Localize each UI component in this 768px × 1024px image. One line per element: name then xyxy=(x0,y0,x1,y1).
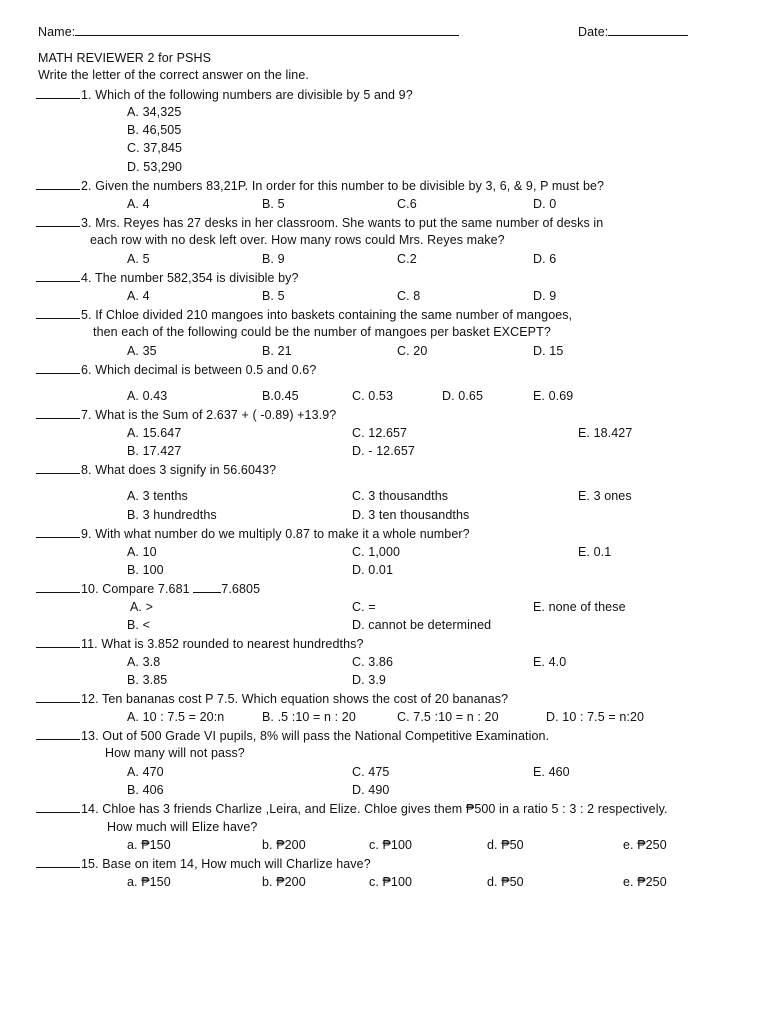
question-7 xyxy=(36,406,336,423)
answer-blank-9[interactable] xyxy=(36,525,80,538)
date-label: Date: xyxy=(578,25,609,39)
name-label: Name: xyxy=(38,25,76,39)
answer-blank-3[interactable] xyxy=(36,214,80,227)
q14-option-a: a. ₱150 xyxy=(127,838,171,852)
answer-blank-12[interactable] xyxy=(36,690,80,703)
answer-blank-7[interactable] xyxy=(36,406,80,419)
q6-option-e: E. 0.69 xyxy=(533,389,574,403)
q14-option-d: d. ₱50 xyxy=(487,838,524,852)
question-3-text: 3. Mrs. Reyes has 27 desks in her classroom. She wants to put the same number of desks in xyxy=(81,216,604,230)
q3-option-d: D. 6 xyxy=(533,252,557,266)
question-10 xyxy=(36,580,260,597)
q10-option-d: D. cannot be determined xyxy=(352,618,492,632)
q9-option-d: D. 0.01 xyxy=(352,563,394,577)
answer-blank-4[interactable] xyxy=(36,269,80,282)
q14-option-c: c. ₱100 xyxy=(369,838,413,852)
question-7-text: 7. What is the Sum of 2.637 + ( -0.89) +13.9? xyxy=(81,408,337,422)
q5-option-c: C. 20 xyxy=(397,344,428,358)
question-12-text: 12. Ten bananas cost P 7.5. Which equation shows the cost of 20 bananas? xyxy=(81,692,509,706)
question-5-text: 5. If Chloe divided 210 mangoes into baskets containing the same number of mangoes, xyxy=(81,308,573,322)
question-5-text-line-2: then each of the following could be the number of mangoes per basket EXCEPT? xyxy=(93,325,551,339)
q6-option-b: B.0.45 xyxy=(262,389,299,403)
q15-option-d: d. ₱50 xyxy=(487,875,524,889)
q1-option-c: C. 37,845 xyxy=(127,141,183,155)
name-field xyxy=(38,23,459,40)
q12-option-b: B. .5 :10 = n : 20 xyxy=(262,710,356,724)
question-10-text: 10. Compare 7.681 xyxy=(81,582,194,596)
question-8-text: 8. What does 3 signify in 56.6043? xyxy=(81,463,277,477)
q14-option-b: b. ₱200 xyxy=(262,838,306,852)
q15-option-c: c. ₱100 xyxy=(369,875,413,889)
q15-option-e: e. ₱250 xyxy=(623,875,667,889)
q13-option-d: D. 490 xyxy=(352,783,390,797)
answer-blank-1[interactable] xyxy=(36,86,80,99)
question-13-text: 13. Out of 500 Grade VI pupils, 8% will pass the National Competitive Examination. xyxy=(81,729,550,743)
q7-option-c: C. 12.657 xyxy=(352,426,408,440)
question-11-text: 11. What is 3.852 rounded to nearest hundredths? xyxy=(81,637,364,651)
q6-option-a: A. 0.43 xyxy=(127,389,168,403)
q9-option-e: E. 0.1 xyxy=(578,545,612,559)
q13-option-b: B. 406 xyxy=(127,783,164,797)
question-4 xyxy=(36,269,299,286)
q13-option-a: A. 470 xyxy=(127,765,164,779)
q11-option-c: C. 3.86 xyxy=(352,655,394,669)
q10-option-b: B. < xyxy=(127,618,150,632)
q5-option-a: A. 35 xyxy=(127,344,157,358)
question-14-text: 14. Chloe has 3 friends Charlize ,Leira, and Elize. Chloe gives them ₱500 in a ratio 5 : 3 : 2 respectively. xyxy=(81,802,668,816)
q5-option-b: B. 21 xyxy=(262,344,292,358)
q9-option-c: C. 1,000 xyxy=(352,545,401,559)
q4-option-d: D. 9 xyxy=(533,289,557,303)
q14-option-e: e. ₱250 xyxy=(623,838,667,852)
answer-blank-8[interactable] xyxy=(36,461,80,474)
answer-blank-11[interactable] xyxy=(36,635,80,648)
q7-option-e: E. 18.427 xyxy=(578,426,633,440)
question-14 xyxy=(36,800,668,817)
q5-option-d: D. 15 xyxy=(533,344,564,358)
q1-option-a: A. 34,325 xyxy=(127,105,182,119)
question-4-text: 4. The number 582,354 is divisible by? xyxy=(81,271,299,285)
answer-blank-5[interactable] xyxy=(36,306,80,319)
q15-option-b: b. ₱200 xyxy=(262,875,306,889)
question-15 xyxy=(36,855,371,872)
q8-option-b: B. 3 hundredths xyxy=(127,508,217,522)
q7-option-a: A. 15.647 xyxy=(127,426,182,440)
q2-option-a: A. 4 xyxy=(127,197,150,211)
question-11 xyxy=(36,635,364,652)
q3-option-c: C.2 xyxy=(397,252,417,266)
q11-option-a: A. 3.8 xyxy=(127,655,161,669)
q10-option-e: E. none of these xyxy=(533,600,626,614)
answer-blank-15[interactable] xyxy=(36,855,80,868)
question-6-text: 6. Which decimal is between 0.5 and 0.6? xyxy=(81,363,317,377)
question-14-text-line-2: How much will Elize have? xyxy=(107,820,258,834)
q11-option-e: E. 4.0 xyxy=(533,655,567,669)
question-9 xyxy=(36,525,470,542)
question-12 xyxy=(36,690,508,707)
q4-option-b: B. 5 xyxy=(262,289,285,303)
q2-option-c: C.6 xyxy=(397,197,417,211)
question-2 xyxy=(36,177,604,194)
q13-option-c: C. 475 xyxy=(352,765,390,779)
answer-blank-14[interactable] xyxy=(36,800,80,813)
q3-option-b: B. 9 xyxy=(262,252,285,266)
date-blank-line[interactable] xyxy=(608,23,688,36)
name-blank-line[interactable] xyxy=(75,23,459,36)
page-title: MATH REVIEWER 2 for PSHS xyxy=(38,51,212,65)
q10-option-a: A. > xyxy=(130,600,153,614)
question-2-text: 2. Given the numbers 83,21P. In order for this number to be divisible by 3, 6, & 9, P must be? xyxy=(81,179,605,193)
answer-blank-6[interactable] xyxy=(36,361,80,374)
answer-blank-2[interactable] xyxy=(36,177,80,190)
q8-option-e: E. 3 ones xyxy=(578,489,632,503)
compare-blank[interactable] xyxy=(193,580,221,593)
q1-option-d: D. 53,290 xyxy=(127,160,183,174)
q6-option-c: C. 0.53 xyxy=(352,389,394,403)
q8-option-a: A. 3 tenths xyxy=(127,489,188,503)
date-field xyxy=(578,23,688,40)
q1-option-b: B. 46,505 xyxy=(127,123,182,137)
question-13 xyxy=(36,727,549,744)
q13-option-e: E. 460 xyxy=(533,765,570,779)
question-15-text: 15. Base on item 14, How much will Charlize have? xyxy=(81,857,371,871)
q8-option-c: C. 3 thousandths xyxy=(352,489,449,503)
q7-option-d: D. - 12.657 xyxy=(352,444,415,458)
q7-option-b: B. 17.427 xyxy=(127,444,182,458)
question-3 xyxy=(36,214,603,231)
instructions: Write the letter of the correct answer on the line. xyxy=(38,68,309,82)
q12-option-d: D. 10 : 7.5 = n:20 xyxy=(546,710,645,724)
answer-blank-13[interactable] xyxy=(36,727,80,740)
question-1 xyxy=(36,86,413,103)
q4-option-a: A. 4 xyxy=(127,289,150,303)
q9-option-a: A. 10 xyxy=(127,545,157,559)
q2-option-b: B. 5 xyxy=(262,197,285,211)
q8-option-d: D. 3 ten thousandths xyxy=(352,508,470,522)
q4-option-c: C. 8 xyxy=(397,289,421,303)
answer-blank-10[interactable] xyxy=(36,580,80,593)
question-1-text: 1. Which of the following numbers are divisible by 5 and 9? xyxy=(81,88,413,102)
q12-option-c: C. 7.5 :10 = n : 20 xyxy=(397,710,499,724)
question-9-text: 9. With what number do we multiply 0.87 to make it a whole number? xyxy=(81,527,470,541)
q12-option-a: A. 10 : 7.5 = 20:n xyxy=(127,710,225,724)
q2-option-d: D. 0 xyxy=(533,197,557,211)
q15-option-a: a. ₱150 xyxy=(127,875,171,889)
question-10-text-end: 7.6805 xyxy=(221,582,261,596)
question-3-text-line-2: each row with no desk left over. How many rows could Mrs. Reyes make? xyxy=(90,233,505,247)
question-13-text-line-2: How many will not pass? xyxy=(105,746,245,760)
question-5 xyxy=(36,306,572,323)
question-6 xyxy=(36,361,316,378)
q10-option-c: C. = xyxy=(352,600,376,614)
q11-option-b: B. 3.85 xyxy=(127,673,168,687)
q3-option-a: A. 5 xyxy=(127,252,150,266)
question-8 xyxy=(36,461,276,478)
q11-option-d: D. 3.9 xyxy=(352,673,386,687)
q6-option-d: D. 0.65 xyxy=(442,389,484,403)
q9-option-b: B. 100 xyxy=(127,563,164,577)
